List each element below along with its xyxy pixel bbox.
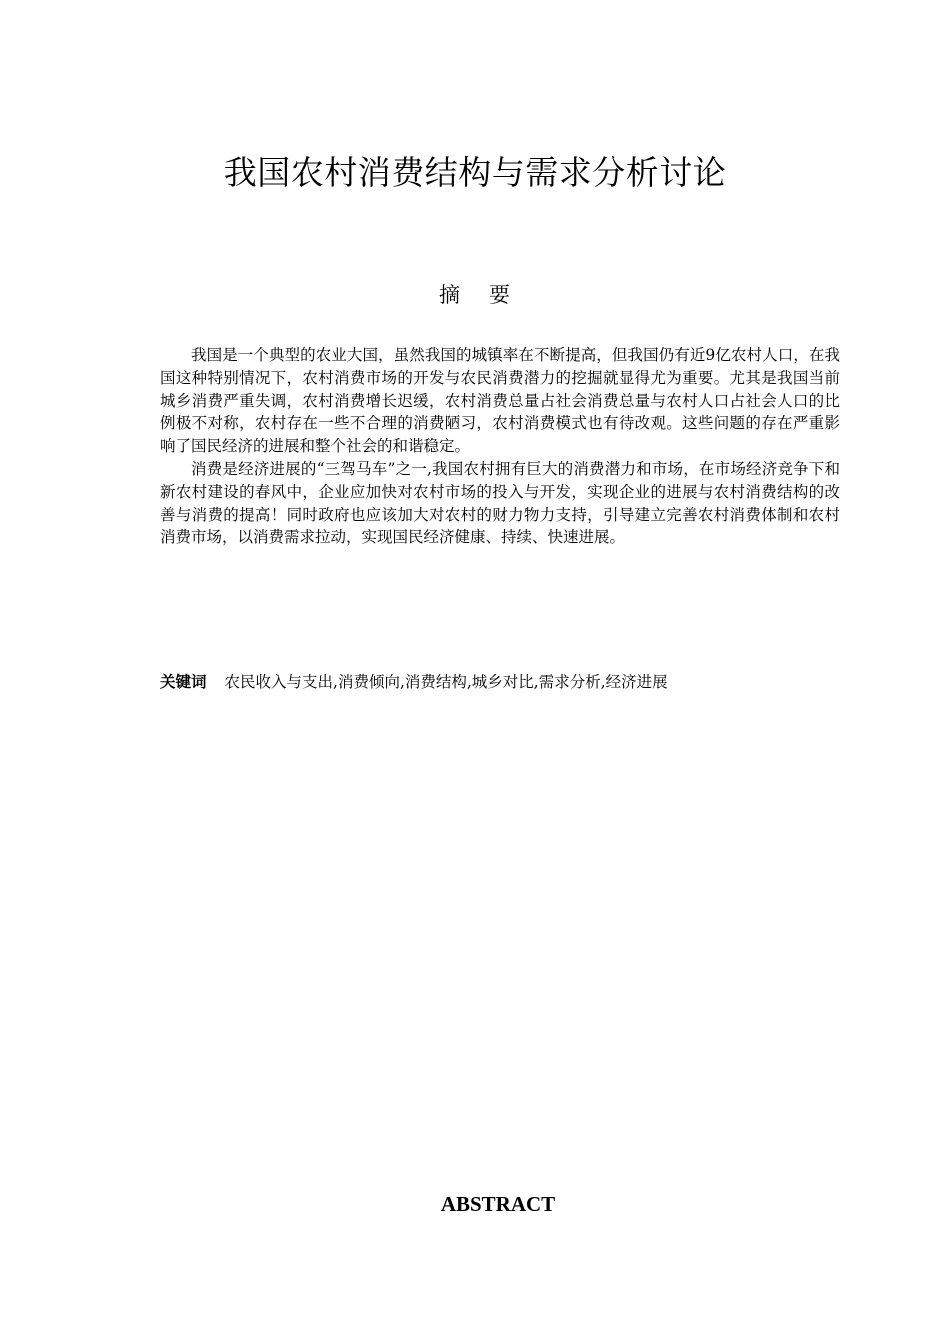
paper-title: 我国农村消费结构与需求分析讨论 <box>223 153 727 192</box>
abstract-body <box>160 344 840 549</box>
keywords-label: 关键词 <box>160 673 207 691</box>
abstract-heading-first-char: 摘 <box>439 283 461 307</box>
keywords-text: 农民收入与支出,消费倾向,消费结构,城乡对比,需求分析,经济进展 <box>224 673 668 691</box>
english-abstract-heading: ABSTRACT <box>440 1192 556 1216</box>
keywords-line <box>160 670 860 694</box>
abstract-paragraph-1: 我国是一个典型的农业大国，虽然我国的城镇率在不断提高，但我国仍有近9亿农村人口，在我国这种特别情况下，农村消费市场的开发与农民消费潜力的挖掘就显得尤为重要。尤其是我国当前城乡消费严重失调，农村消费增长迟缓，农村消费总量占社会消费总量与农村人口占社会人口的比例极不对称，农村存在一些不合理的消费陋习，农村消费模式也有待改观。这些问题的存在严重影响了国民经济的进展和整个社会的和谐稳定。 <box>160 346 840 456</box>
abstract-heading-second-char: 要 <box>489 283 511 307</box>
abstract-paragraph-2: 消费是经济进展的“三驾马车”之一,我国农村拥有巨大的消费潜力和市场，在市场经济竞争下和新农村建设的春风中，企业应加快对农村市场的投入与开发，实现企业的进展与农村消费结构的改善与消费的提高！同时政府也应该加大对农村的财力物力支持，引导建立完善农村消费体制和农村消费市场，以消费需求拉动，实现国民经济健康、持续、快速进展。 <box>160 459 840 547</box>
abstract-heading <box>0 280 950 310</box>
